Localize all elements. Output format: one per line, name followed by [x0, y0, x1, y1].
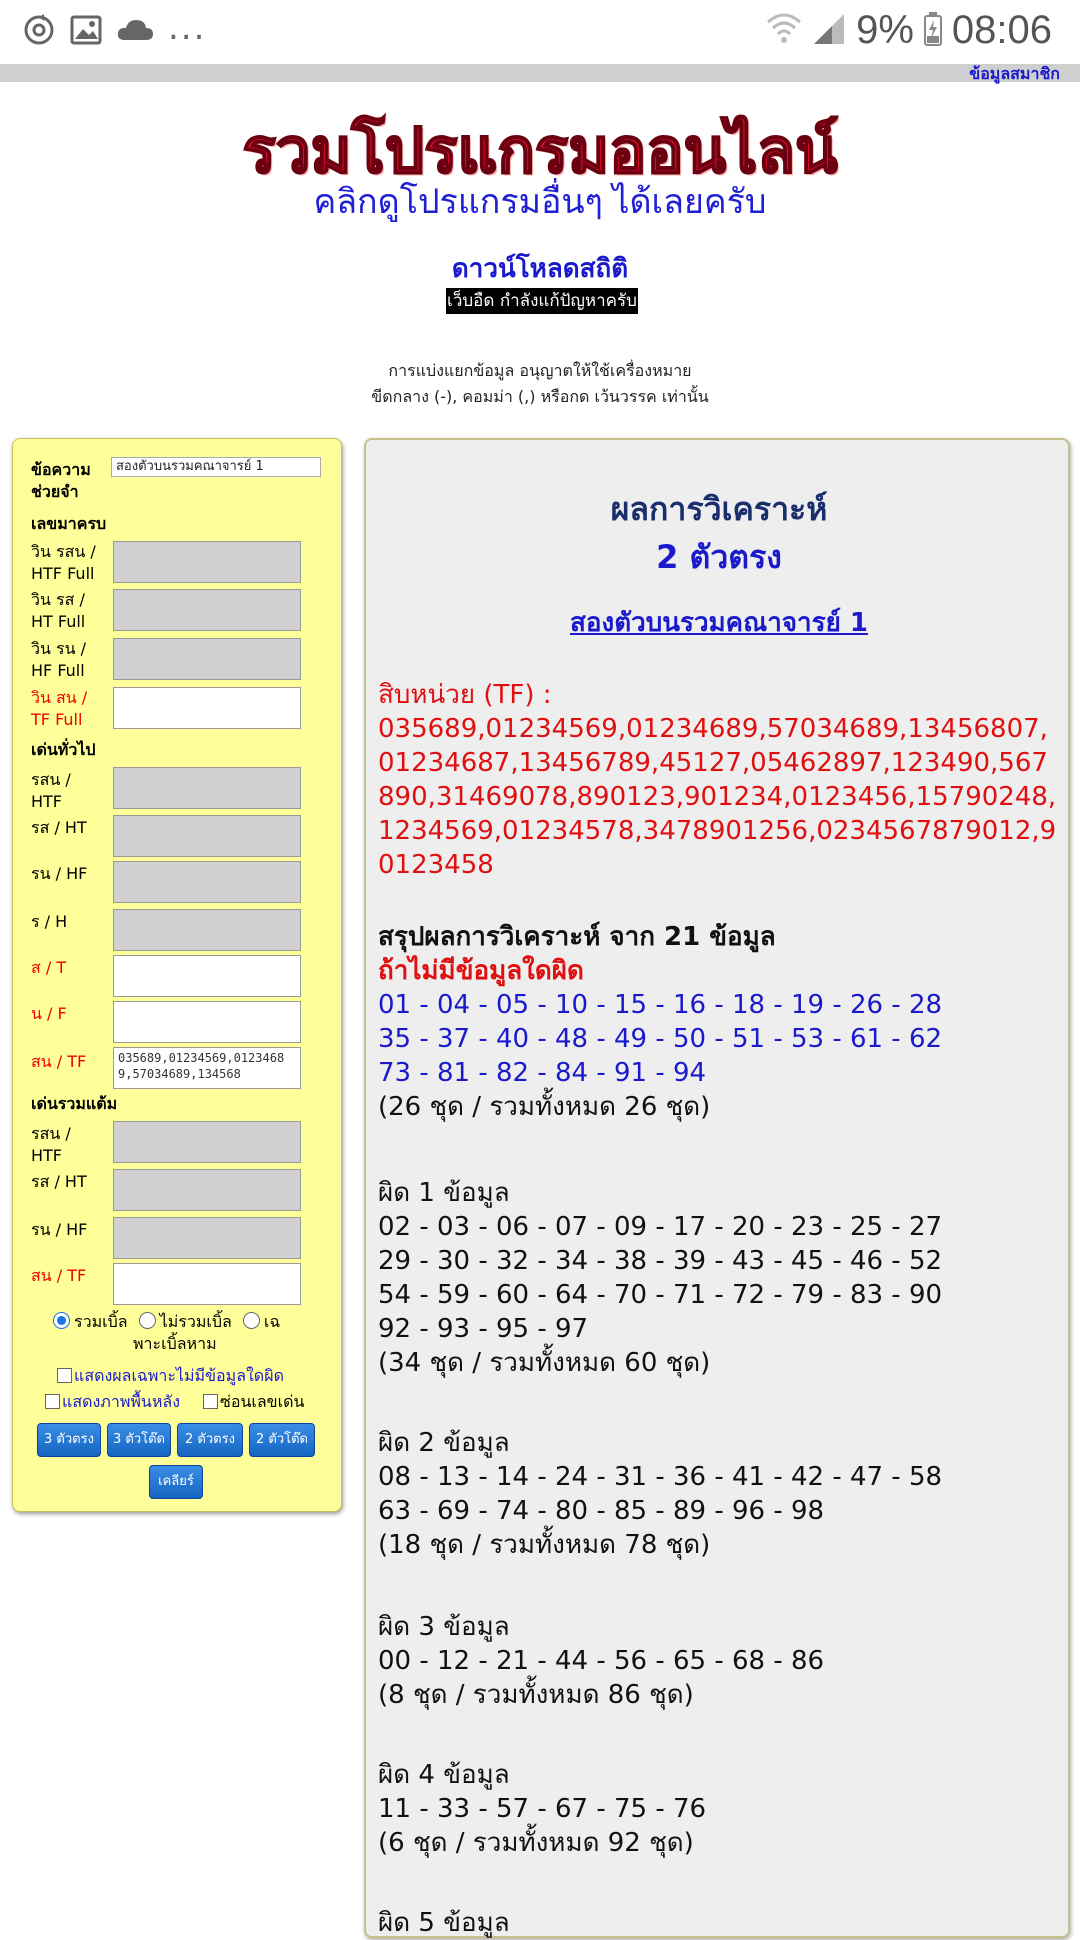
sn-textarea[interactable]: 035689,01234569,01234689,57034689,134568	[113, 1047, 301, 1089]
hint-line-1: การแบ่งแยกข้อมูล อนุญาตให้ใช้เครื่องหมาย	[388, 361, 692, 380]
total-rsn-label: รสน / HTF	[31, 1124, 71, 1165]
no-wrong-label: ถ้าไม่มีข้อมูลใดผิด	[378, 956, 584, 986]
clock: 08:06	[951, 8, 1052, 52]
total-rs-input[interactable]	[113, 1169, 301, 1211]
radio-include-double[interactable]	[53, 1312, 70, 1329]
more-notifications-icon: ...	[168, 8, 207, 48]
win-rs-label: วิน รส / HT Full	[31, 590, 86, 631]
member-info-link[interactable]: ข้อมูลสมาชิก	[969, 64, 1060, 83]
total-rn-input[interactable]	[113, 1217, 301, 1259]
rsn-input[interactable]	[113, 767, 301, 809]
no-wrong-count: (26 ชุด / รวมทั้งหมด 26 ชุด)	[378, 1092, 711, 1122]
member-bar	[0, 64, 1080, 82]
radio-include-double-label: รวมเบิ้ล	[74, 1312, 128, 1331]
wrong-1-block	[378, 1176, 1058, 1380]
status-bar	[0, 0, 1080, 64]
results-panel	[364, 438, 1070, 1938]
total-rs-label: รส / HT	[31, 1172, 87, 1191]
cloud-icon	[116, 18, 154, 46]
wrong-3-line: 00 - 12 - 21 - 44 - 56 - 65 - 68 - 86	[378, 1646, 825, 1676]
tf-label: สิบหน่วย (TF) :	[378, 680, 552, 710]
no-wrong-line: 73 - 81 - 82 - 84 - 91 - 94	[378, 1058, 707, 1088]
r-label: ร / H	[31, 912, 68, 931]
double-radio-group	[53, 1311, 323, 1355]
wrong-3-block	[378, 1610, 1058, 1712]
image-icon	[70, 15, 102, 49]
wrong-4-count: (6 ชุด / รวมทั้งหมด 92 ชุด)	[378, 1828, 694, 1858]
radio-only-double-label-2: พาะเบิ้ลหาม	[133, 1334, 217, 1353]
radio-exclude-double[interactable]	[139, 1312, 156, 1329]
wrong-2-count: (18 ชุด / รวมทั้งหมด 78 ชุด)	[378, 1530, 711, 1560]
results-subtitle: 2 ตัวตรง	[656, 538, 782, 576]
wifi-icon	[766, 12, 802, 50]
sn-label: สน / TF	[31, 1052, 87, 1071]
rs-label: รส / HT	[31, 818, 87, 837]
section-general-label: เด่นทั่วไป	[31, 740, 96, 759]
no-wrong-line: 01 - 04 - 05 - 10 - 15 - 16 - 18 - 19 - 26 - 28	[378, 990, 943, 1020]
win-sn-input[interactable]	[113, 687, 301, 729]
n-input[interactable]	[113, 1001, 301, 1043]
wrong-1-line: 92 - 93 - 95 - 97	[378, 1314, 589, 1344]
win-sn-label: วิน สน / TF Full	[31, 688, 88, 729]
wrong-2-line: 63 - 69 - 74 - 80 - 85 - 89 - 96 - 98	[378, 1496, 825, 1526]
hide-option[interactable]: ซ่อนเลขเด่น	[203, 1391, 304, 1413]
wrong-2-block	[378, 1426, 1058, 1562]
s-input[interactable]	[113, 955, 301, 997]
total-sn-label: สน / TF	[31, 1266, 87, 1285]
only-correct-option[interactable]: แสดงผลเฉพาะไม่มีข้อมูลใดผิด	[57, 1365, 284, 1387]
btn-2-tod[interactable]: 2 ตัวโต๊ด	[249, 1423, 315, 1457]
radio-only-double[interactable]	[243, 1312, 260, 1329]
s-label: ส / T	[31, 958, 67, 977]
only-correct-checkbox[interactable]	[57, 1368, 72, 1383]
btn-clear[interactable]: เคลียร์	[149, 1465, 203, 1499]
memo-label: ข้อความ ช่วยจำ	[31, 460, 91, 501]
total-rsn-input[interactable]	[113, 1121, 301, 1163]
radio-exclude-double-label: ไม่รวมเบิ้ล	[159, 1312, 232, 1331]
signal-icon	[812, 12, 846, 50]
rs-input[interactable]	[113, 815, 301, 857]
wrong-3-count: (8 ชุด / รวมทั้งหมด 86 ชุด)	[378, 1680, 694, 1710]
win-rsn-label: วิน รสน / HTF Full	[31, 542, 96, 583]
win-rsn-input[interactable]	[113, 541, 301, 583]
wrong-1-count: (34 ชุด / รวมทั้งหมด 60 ชุด)	[378, 1348, 711, 1378]
hint-line-2: ขีดกลาง (-), คอมม่า (,) หรือกด เว้นวรรค เท่านั้น	[371, 387, 709, 406]
wrong-1-line: 29 - 30 - 32 - 34 - 38 - 39 - 43 - 45 - 46 - 52	[378, 1246, 943, 1276]
battery-icon	[924, 12, 942, 50]
section-total-label: เด่นรวมแต้ม	[31, 1094, 118, 1113]
battery-percent: 9%	[856, 8, 914, 52]
win-rs-input[interactable]	[113, 589, 301, 631]
banner-title[interactable]: รวมโปรแกรมออนไลน์	[242, 117, 838, 186]
btn-2-straight[interactable]: 2 ตัวตรง	[177, 1423, 243, 1457]
wrong-4-line: 11 - 33 - 57 - 67 - 75 - 76	[378, 1794, 707, 1824]
win-rn-label: วิน รน / HF Full	[31, 639, 87, 680]
wrong-5-block	[378, 1906, 1058, 1940]
background-option[interactable]: แสดงภาพพื้นหลัง	[45, 1391, 180, 1413]
summary-heading: สรุปผลการวิเคราะห์ จาก 21 ข้อมูล	[378, 922, 776, 952]
tf-value: 035689,01234569,01234689,57034689,13456807,01234687,13456789,45127,05462897,123490,567890,31469078,890123,901234,0123456,15790248,1234569,01234578,3478901256,0234567879012,90123458	[378, 714, 1057, 880]
rn-label: รน / HF	[31, 864, 88, 883]
results-title: ผลการวิเคราะห์	[610, 490, 828, 528]
download-stats-link[interactable]: ดาวน์โหลดสถิติ	[451, 254, 629, 284]
wrong-1-label: ผิด 1 ข้อมูล	[378, 1178, 510, 1208]
site-notice: เว็บอืด กำลังแก้ปัญหาครับ	[446, 288, 638, 314]
wrong-5-label: ผิด 5 ข้อมูล	[378, 1908, 510, 1938]
rsn-label: รสน / HTF	[31, 770, 71, 811]
total-sn-input[interactable]	[113, 1263, 301, 1305]
total-rn-label: รน / HF	[31, 1220, 88, 1239]
wrong-1-line: 02 - 03 - 06 - 07 - 09 - 17 - 20 - 23 - 25 - 27	[378, 1212, 943, 1242]
rn-input[interactable]	[113, 861, 301, 903]
tf-data	[378, 678, 1058, 882]
radio-only-double-label: เฉ	[263, 1312, 281, 1331]
memo-input[interactable]: สองตัวบนรวมคณาจารย์ 1	[111, 457, 321, 477]
hide-checkbox[interactable]	[203, 1394, 218, 1409]
wrong-4-block	[378, 1758, 1058, 1860]
wrong-2-line: 08 - 13 - 14 - 24 - 31 - 36 - 41 - 42 - 47 - 58	[378, 1462, 943, 1492]
sync-icon	[22, 13, 56, 51]
no-wrong-line: 35 - 37 - 40 - 48 - 49 - 50 - 51 - 53 - 61 - 62	[378, 1024, 943, 1054]
btn-3-straight[interactable]: 3 ตัวตรง	[37, 1423, 101, 1457]
wrong-4-label: ผิด 4 ข้อมูล	[378, 1760, 510, 1790]
wrong-2-label: ผิด 2 ข้อมูล	[378, 1428, 510, 1458]
btn-3-tod[interactable]: 3 ตัวโต๊ด	[107, 1423, 171, 1457]
banner-subtitle[interactable]: คลิกดูโปรแกรมอื่นๆ ได้เลยครับ	[313, 183, 767, 221]
background-checkbox[interactable]	[45, 1394, 60, 1409]
win-rn-input[interactable]	[113, 638, 301, 680]
wrong-3-label: ผิด 3 ข้อมูล	[378, 1612, 510, 1642]
input-form-panel	[12, 438, 342, 1512]
results-name: สองตัวบนรวมคณาจารย์ 1	[570, 608, 868, 638]
separator-hint	[0, 358, 1080, 410]
r-input[interactable]	[113, 909, 301, 951]
wrong-1-line: 54 - 59 - 60 - 64 - 70 - 71 - 72 - 79 - 83 - 90	[378, 1280, 943, 1310]
summary-block	[378, 920, 1058, 1124]
n-label: น / F	[31, 1004, 67, 1023]
section-full-label: เลขมาครบ	[31, 514, 107, 533]
